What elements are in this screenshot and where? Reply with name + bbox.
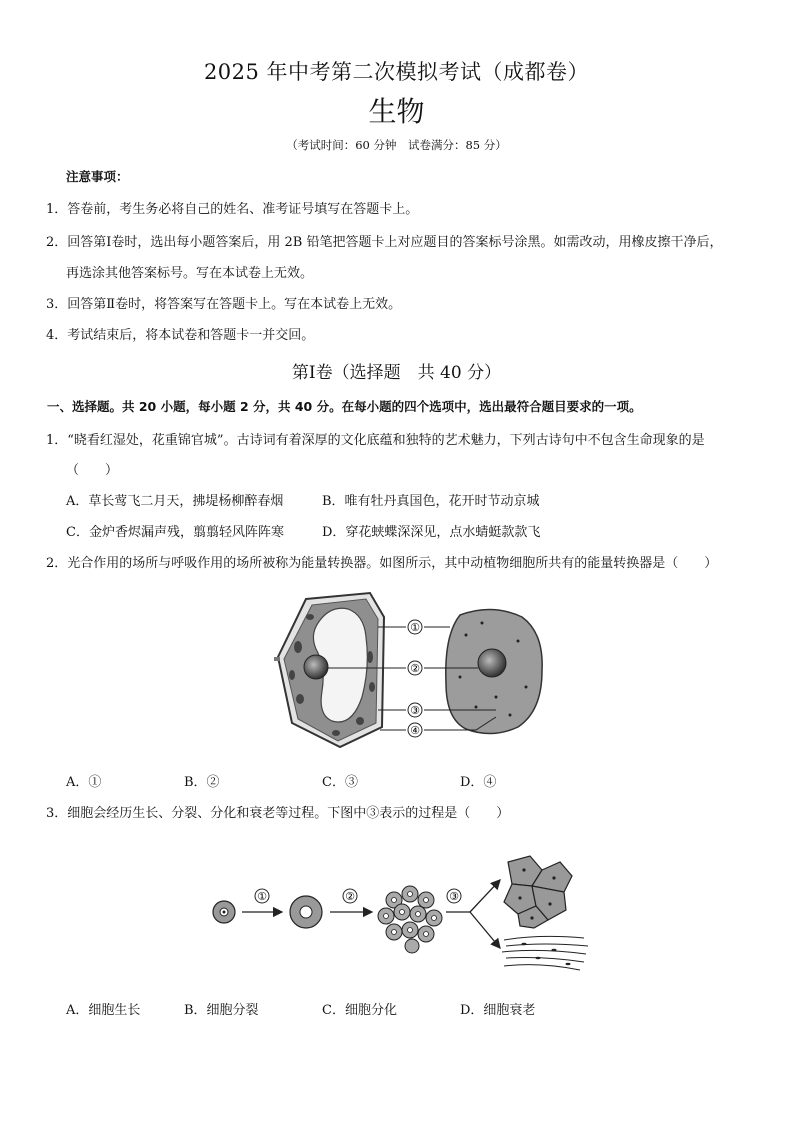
diagram-label: [343, 889, 357, 903]
exam-info: （考试时间：60 分钟 试卷满分：85 分）: [286, 138, 507, 152]
svg-text:①: ①: [410, 621, 420, 634]
section-title: 第Ⅰ卷（选择题 共 40 分）: [291, 363, 502, 383]
svg-text:④: ④: [410, 724, 420, 737]
question-1-option-b: B．唯有牡丹真国色，花开时节动京城: [322, 494, 540, 509]
question-3-option-c: C．细胞分化: [322, 1003, 397, 1018]
question-3-option-b: B．细胞分裂: [184, 1003, 259, 1018]
question-2-option-a: A．①: [66, 775, 102, 790]
question-2-option-d: D．④: [460, 775, 497, 790]
svg-text:①: ①: [257, 890, 267, 903]
question-2-stem: 2．光合作用的场所与呼吸作用的场所被称为能量转换器。如图所示，其中动植物细胞所共有的能量转换器是（ ）: [46, 556, 718, 571]
svg-text:②: ②: [345, 890, 355, 903]
cell-process-diagram: [200, 848, 600, 983]
question-2-option-c: C．③: [322, 775, 358, 790]
diagram-label: [408, 661, 422, 675]
diagram-label: [447, 889, 461, 903]
question-1-paren: （ ）: [66, 463, 119, 478]
svg-text:③: ③: [449, 890, 459, 903]
notice-item: 3．回答第Ⅱ卷时，将答案写在答题卡上。写在本试卷上无效。: [46, 297, 402, 312]
diagram-label: [408, 723, 422, 737]
part-instructions: 一、选择题。共 20 小题，每小题 2 分，共 40 分。在每小题的四个选项中，选出最符合题目要求的一项。: [47, 399, 642, 414]
diagram-label: [408, 703, 422, 717]
diagram-label: [408, 620, 422, 634]
exam-title: 2025 年中考第二次模拟考试（成都卷）: [203, 60, 590, 84]
svg-text:②: ②: [410, 662, 420, 675]
animal-cell: [446, 609, 542, 733]
subject-title: 生物: [368, 95, 425, 128]
question-1-option-c: C．金炉香烬漏声残，翦翦轻风阵阵寒: [66, 525, 284, 540]
notice-item: 2．回答第Ⅰ卷时，选出每小题答案后，用 2B 铅笔把答题卡上对应题目的答案标号涂黑。如需改动，用橡皮擦干净后，: [46, 235, 723, 250]
cell-diagram: [270, 587, 550, 752]
notice-item: 再选涂其他答案标号。写在本试卷上无效。: [66, 266, 314, 281]
question-3-stem: 3．细胞会经历生长、分裂、分化和衰老等过程。下图中③表示的过程是（ ）: [46, 806, 510, 821]
question-3-option-a: A．细胞生长: [66, 1003, 141, 1018]
question-2-option-b: B．②: [184, 775, 220, 790]
question-3-option-d: D．细胞衰老: [460, 1003, 536, 1018]
question-1-option-a: A．草长莺飞二月天，拂堤杨柳醉春烟: [66, 494, 284, 509]
question-1-stem: 1．“晓看红湿处，花重锦官城”。古诗词有着深厚的文化底蕴和独特的艺术魅力，下列古诗句中不包含生命现象的是: [46, 433, 705, 448]
notice-item: 4．考试结束后，将本试卷和答题卡一并交回。: [46, 328, 315, 343]
notice-item: 1．答卷前，考生务必将自己的姓名、准考证号填写在答题卡上。: [46, 202, 419, 217]
plant-cell: [274, 593, 384, 747]
question-1-option-d: D．穿花蛱蝶深深见，点水蜻蜓款款飞: [322, 525, 541, 540]
diagram-label: [255, 889, 269, 903]
notice-title: 注意事项：: [66, 169, 129, 184]
svg-text:③: ③: [410, 704, 420, 717]
